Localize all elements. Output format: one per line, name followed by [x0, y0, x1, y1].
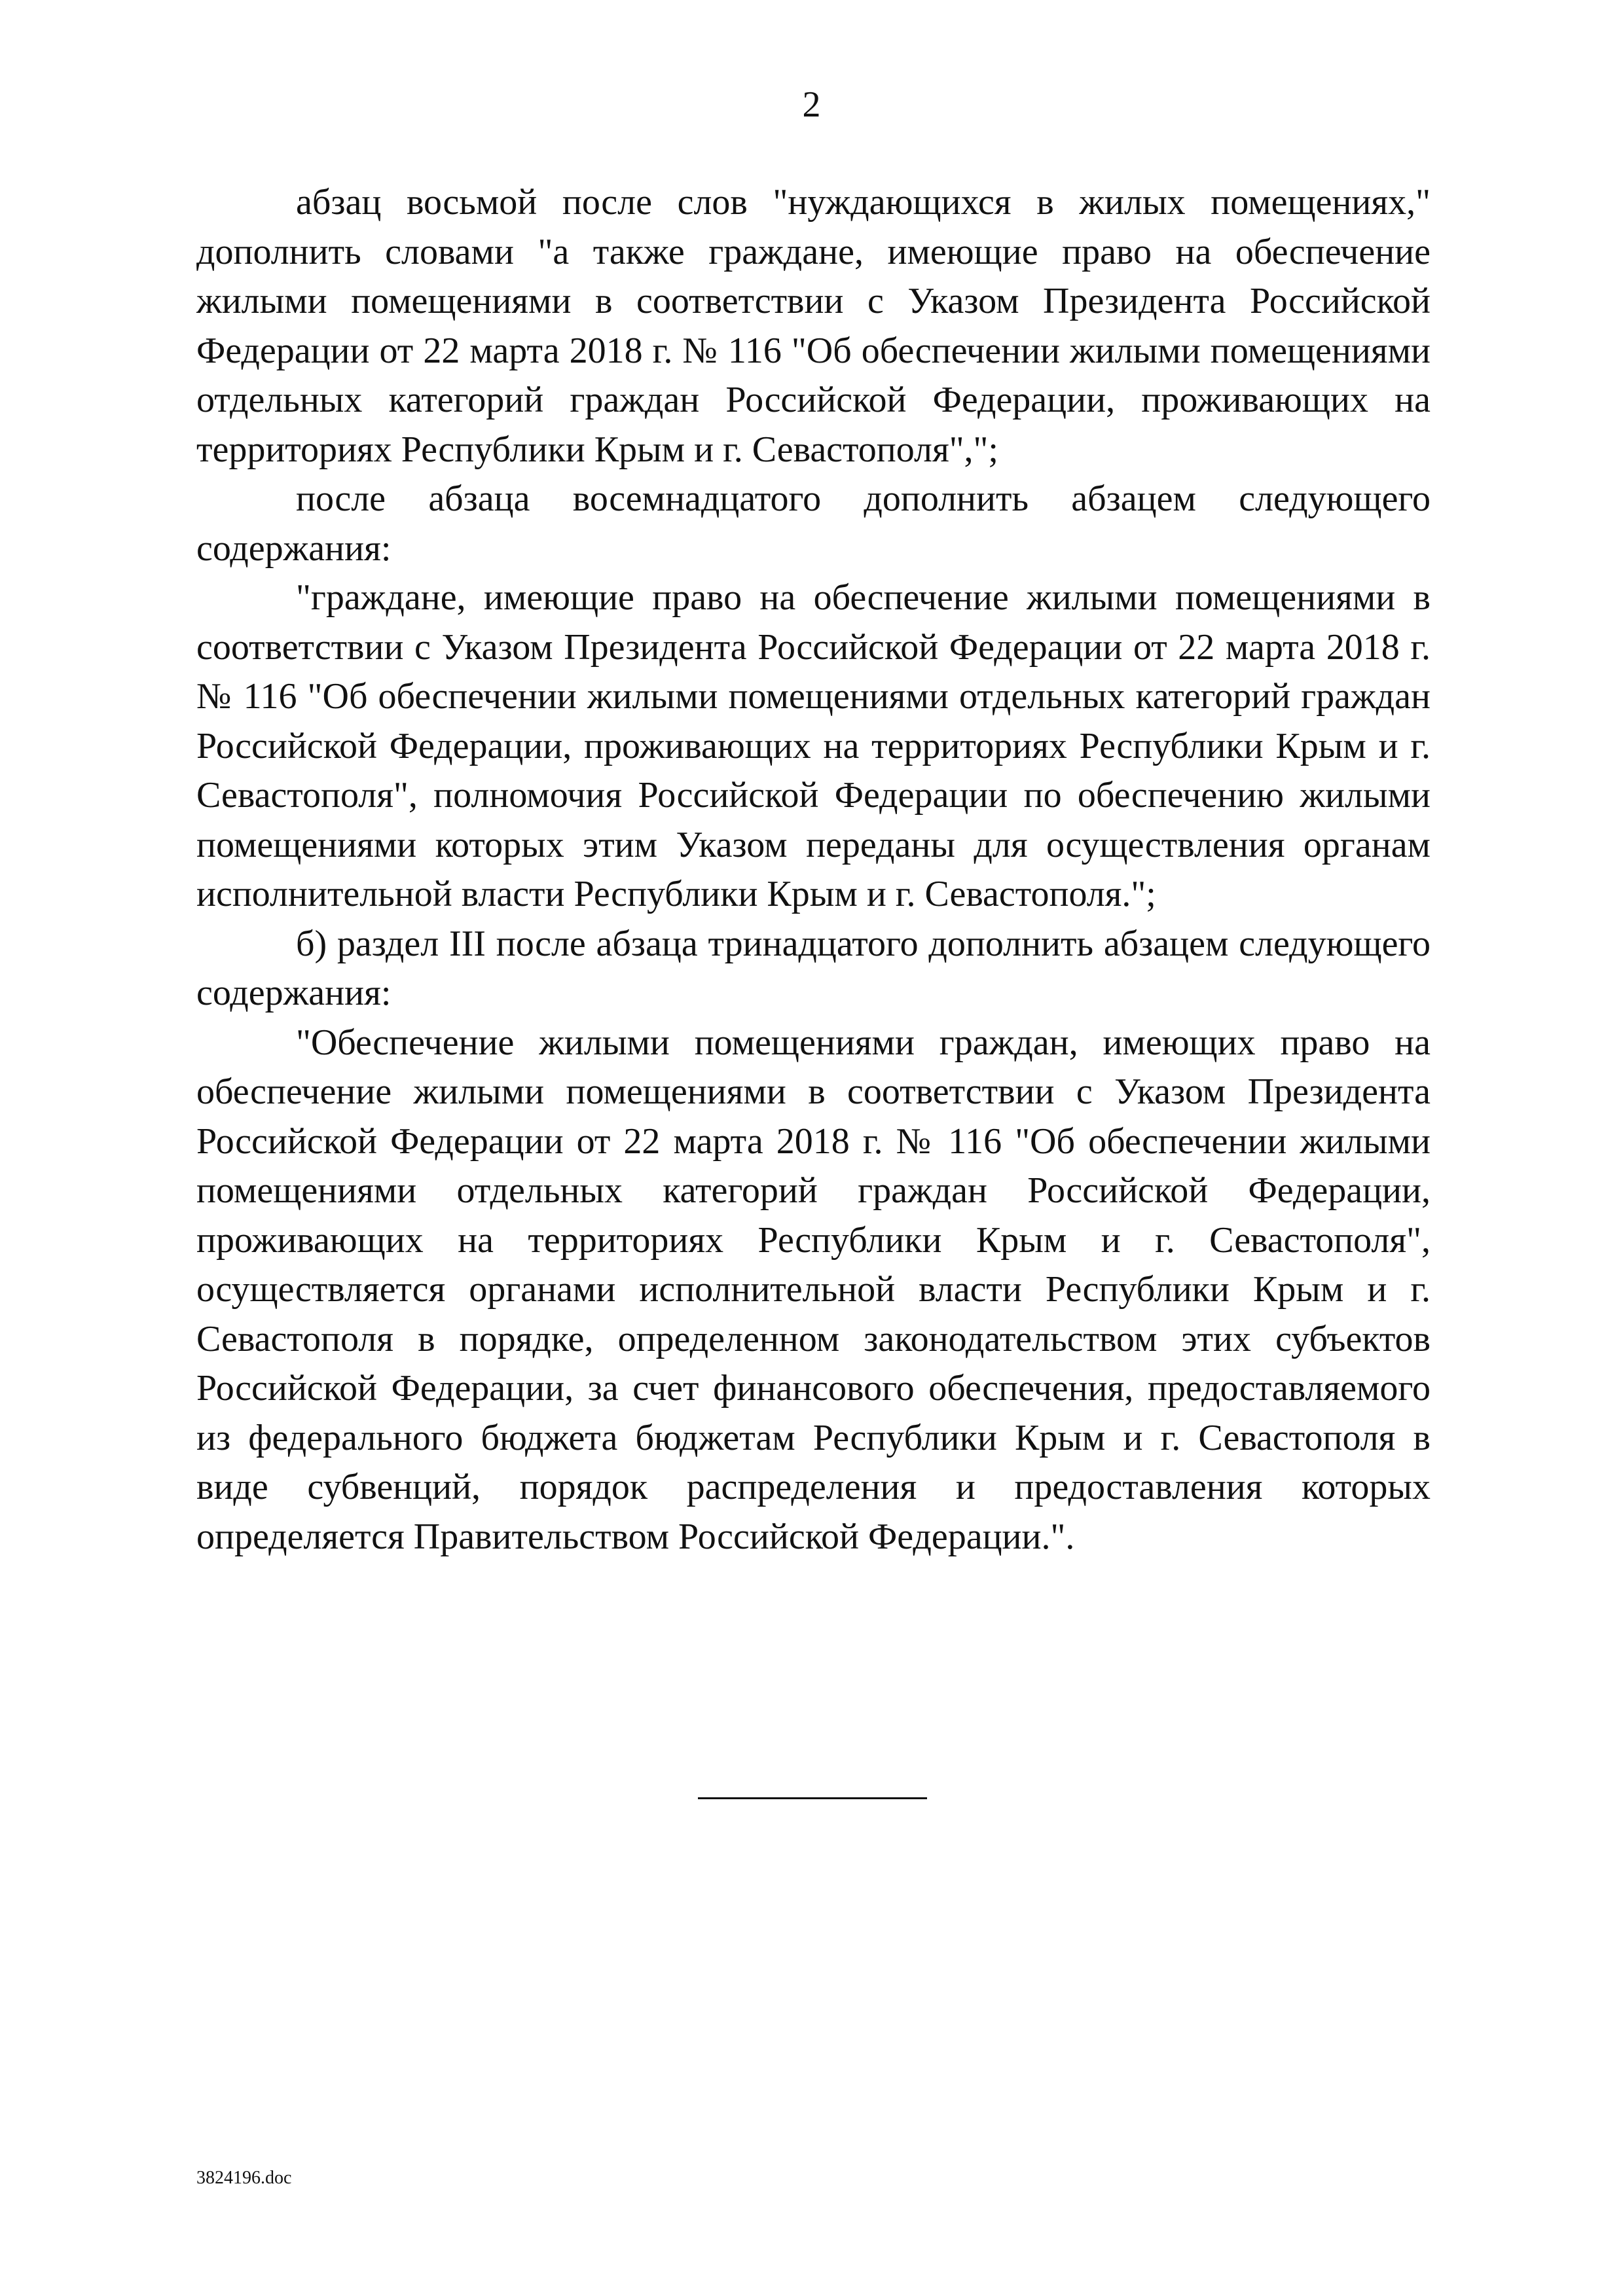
paragraph-amendment-eighth: абзац восьмой после слов "нуждающихся в жилых помещениях," дополнить словами "а также граждане, имеющие право на обеспечение жилыми помещениями в соответствии с Указом Президента Российской Федерации от 22 марта 2018 г. № 116 "Об обеспечении жилыми помещениями отдельных категорий граждан Российской Федерации, проживающих на территориях Республики Крым и г. Севастополя","; [196, 182, 1431, 470]
closing-rule [698, 1797, 927, 1799]
page-number: 2 [802, 84, 821, 125]
body-text [196, 178, 1431, 1562]
paragraph-housing-provision: "Обеспечение жилыми помещениями граждан, имеющих право на обеспечение жилыми помещениями в соответствии с Указом Президента Российской Федерации от 22 марта 2018 г. № 116 "Об обеспечении жилыми помещениями отдельных категорий граждан Российской Федерации, проживающих на территориях Республики Крым и г. Севастополя", осуществляется органами исполнительной власти Республики Крым и г. Севастополя в порядке, определенном законодательством этих субъектов Российской Федерации, за счет финансового обеспечения, предоставляемого из федерального бюджета бюджетам Республики Крым и г. Севастополя в виде субвенций, порядок распределения и предоставления которых определяется Правительством Российской Федерации.". [196, 1022, 1431, 1557]
paragraph-section-iii: б) раздел III после абзаца тринадцатого дополнить абзацем следующего содержания: [196, 923, 1431, 1013]
paragraph-citizens-entitled: "граждане, имеющие право на обеспечение жилыми помещениями в соответствии с Указом Президента Российской Федерации от 22 марта 2018 г. № 116 "Об обеспечении жилыми помещениями отдельных категорий граждан Российской Федерации, проживающих на территориях Республики Крым и г. Севастополя", полномочия Российской Федерации по обеспечению жилыми помещениями которых этим Указом переданы для осуществления органам исполнительной власти Республики Крым и г. Севастополя."; [196, 577, 1431, 914]
paragraph-after-eighteenth: после абзаца восемнадцатого дополнить абзацем следующего содержания: [196, 478, 1431, 569]
footer-filename: 3824196.doc [196, 2168, 292, 2188]
